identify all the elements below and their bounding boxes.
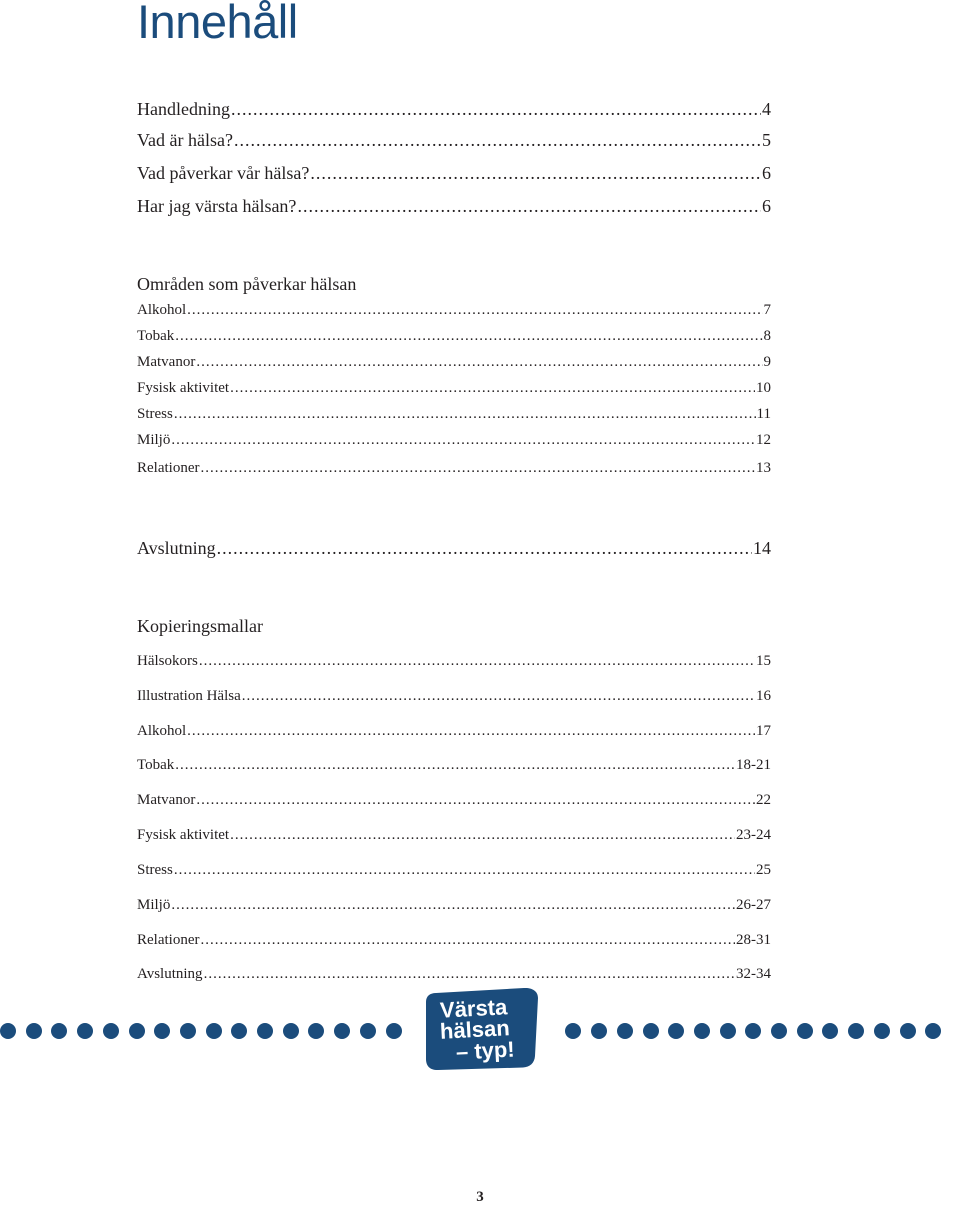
decorative-dot	[283, 1023, 299, 1039]
decorative-dot	[797, 1023, 813, 1039]
toc-entry-page: 17	[756, 723, 771, 739]
toc-entry-label: Matvanor	[137, 354, 196, 370]
leader-dots	[230, 827, 735, 844]
leader-dots	[231, 99, 761, 120]
leader-dots	[171, 897, 735, 914]
toc-entry-label: Avslutning	[137, 966, 203, 982]
brand-logo	[418, 986, 542, 1072]
decorative-dot	[591, 1023, 607, 1039]
toc-entry-page: 12	[756, 432, 771, 448]
toc-entry-page: 7	[763, 302, 771, 318]
toc-entry-label: Illustration Hälsa	[137, 688, 241, 704]
toc-entry-label: Fysisk aktivitet	[137, 380, 230, 396]
decorative-dot	[0, 1023, 16, 1039]
toc-entry-label: Vad är hälsa?	[137, 130, 233, 150]
leader-dots	[217, 538, 752, 559]
logo-text-line-3: – typ!	[455, 1036, 516, 1065]
decorative-dot	[180, 1023, 196, 1039]
toc-entry-label: Avslutning	[137, 538, 216, 558]
decorative-dot	[720, 1023, 736, 1039]
decorative-dot	[643, 1023, 659, 1039]
decorative-dot	[129, 1023, 145, 1039]
logo-text-line-2: hälsan	[439, 1015, 511, 1044]
decorative-dot	[617, 1023, 633, 1039]
toc-entry-label: Relationer	[137, 932, 200, 948]
leader-dots	[175, 757, 735, 774]
leader-dots	[187, 302, 762, 319]
leader-dots	[171, 432, 755, 449]
toc-entry-page: 11	[756, 406, 771, 422]
toc-entry-page: 15	[756, 653, 771, 669]
toc-entry-label: Relationer	[137, 460, 200, 476]
toc-entry	[137, 460, 771, 482]
toc-entry-page: 22	[756, 792, 771, 808]
toc-entry-page: 5	[762, 130, 771, 150]
toc-entry-label: Matvanor	[137, 792, 196, 808]
decorative-dot	[26, 1023, 42, 1039]
toc-entry-page: 6	[762, 196, 771, 216]
decorative-dot	[565, 1023, 581, 1039]
decorative-dot	[925, 1023, 941, 1039]
toc-entry	[137, 130, 771, 152]
toc-entry	[137, 432, 771, 454]
toc-entry-label: Fysisk aktivitet	[137, 827, 230, 843]
decorative-dot	[874, 1023, 890, 1039]
toc-entry-page: 10	[756, 380, 771, 396]
toc-entry-page: 32-34	[736, 966, 771, 982]
toc-entry-page: 23-24	[736, 827, 771, 843]
toc-entry	[137, 966, 771, 988]
decorative-dot	[257, 1023, 273, 1039]
toc-entry	[137, 723, 771, 745]
page-number: 3	[476, 1189, 484, 1205]
toc-entry	[137, 406, 771, 428]
toc-entry	[137, 354, 771, 376]
section-heading-templates: Kopieringsmallar	[137, 616, 263, 636]
decorative-dot	[745, 1023, 761, 1039]
toc-entry-page: 13	[756, 460, 771, 476]
leader-dots	[200, 932, 735, 949]
leader-dots	[242, 688, 755, 705]
decorative-dot	[51, 1023, 67, 1039]
toc-entry-label: Hälsokors	[137, 653, 198, 669]
decorative-dot	[694, 1023, 710, 1039]
toc-entry	[137, 827, 771, 849]
leader-dots	[175, 328, 762, 345]
toc-entry-label: Stress	[137, 406, 173, 422]
toc-entry-page: 9	[763, 354, 771, 370]
toc-entry-label: Tobak	[137, 328, 175, 344]
toc-entry-page: 16	[756, 688, 771, 704]
toc-entry	[137, 862, 771, 884]
leader-dots	[196, 792, 755, 809]
toc-entry	[137, 196, 771, 218]
decorative-dot	[103, 1023, 119, 1039]
table-of-contents	[137, 0, 771, 990]
decorative-dot	[771, 1023, 787, 1039]
leader-dots	[187, 723, 755, 740]
toc-entry-label: Miljö	[137, 432, 171, 448]
toc-entry	[137, 757, 771, 779]
decorative-dot	[900, 1023, 916, 1039]
leader-dots	[196, 354, 762, 371]
toc-entry-label: Stress	[137, 862, 173, 878]
leader-dots	[230, 380, 755, 397]
toc-entry	[137, 688, 771, 710]
toc-entry-page: 14	[753, 538, 771, 558]
leader-dots	[234, 130, 761, 151]
toc-entry-page: 8	[763, 328, 771, 344]
decorative-dot	[668, 1023, 684, 1039]
toc-entry-page: 18-21	[736, 757, 771, 773]
toc-entry	[137, 653, 771, 675]
toc-entry-page: 25	[756, 862, 771, 878]
toc-entry-label: Vad påverkar vår hälsa?	[137, 163, 310, 183]
decorative-dot	[386, 1023, 402, 1039]
leader-dots	[174, 862, 755, 879]
leader-dots	[200, 460, 755, 477]
decorative-dot	[206, 1023, 222, 1039]
toc-entry-label: Miljö	[137, 897, 171, 913]
toc-entry-label: Tobak	[137, 757, 175, 773]
decorative-dot	[154, 1023, 170, 1039]
toc-entry-page: 6	[762, 163, 771, 183]
decorative-dot	[308, 1023, 324, 1039]
leader-dots	[199, 653, 755, 670]
decorative-dot	[360, 1023, 376, 1039]
toc-entry-label: Alkohol	[137, 723, 187, 739]
toc-entry	[137, 932, 771, 954]
toc-entry-label: Alkohol	[137, 302, 187, 318]
toc-entry	[137, 328, 771, 350]
leader-dots	[297, 196, 761, 217]
decorative-dot	[77, 1023, 93, 1039]
leader-dots	[204, 966, 735, 983]
toc-entry-page: 4	[762, 99, 771, 119]
leader-dots	[310, 163, 761, 184]
section-heading-areas: Områden som påverkar hälsan	[137, 274, 357, 294]
toc-entry	[137, 380, 771, 402]
decorative-dot	[334, 1023, 350, 1039]
toc-entry	[137, 897, 771, 919]
toc-entry-page: 26-27	[736, 897, 771, 913]
toc-entry-page: 28-31	[736, 932, 771, 948]
toc-entry	[137, 99, 771, 121]
toc-entry-label: Har jag värsta hälsan?	[137, 196, 297, 216]
decorative-dot	[231, 1023, 247, 1039]
toc-entry	[137, 792, 771, 814]
leader-dots	[174, 406, 756, 423]
toc-entry	[137, 302, 771, 324]
toc-entry-label: Handledning	[137, 99, 230, 119]
decorative-dot	[848, 1023, 864, 1039]
toc-entry	[137, 538, 771, 560]
page-title: Innehåll	[137, 0, 298, 48]
toc-entry	[137, 163, 771, 185]
decorative-dot	[822, 1023, 838, 1039]
logo-text-line-1: Värsta	[439, 994, 508, 1023]
